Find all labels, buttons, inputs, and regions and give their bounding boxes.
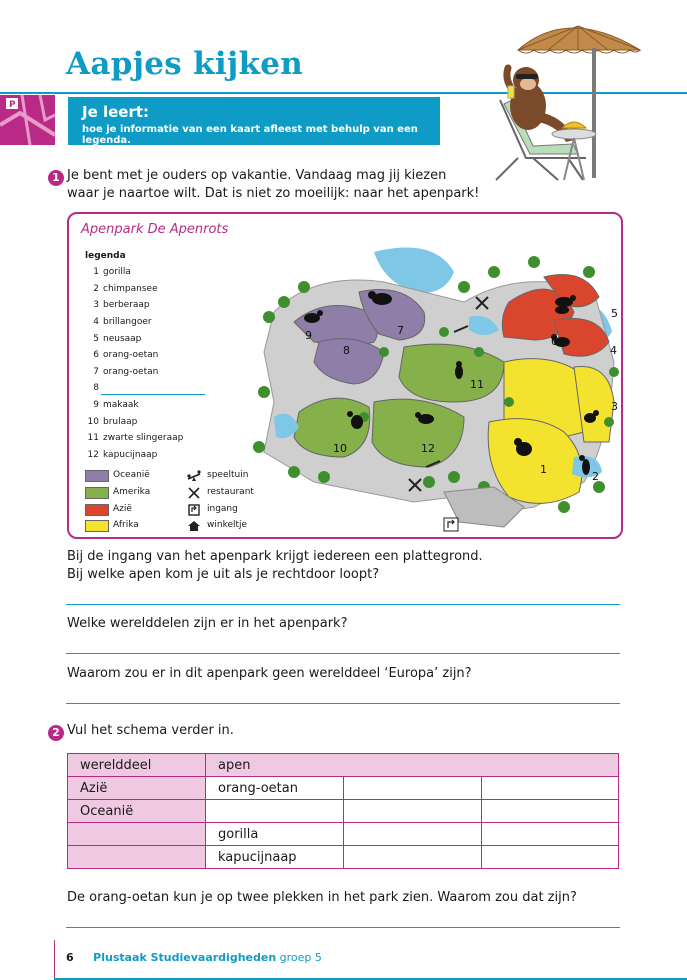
- symbol-label: winkeltje: [207, 520, 248, 530]
- table-cell[interactable]: Azië: [68, 777, 206, 800]
- area-number: 4: [610, 344, 617, 357]
- question-text: Vul het schema verder in.: [67, 723, 234, 738]
- legend-item: 6 orang-oetan: [93, 350, 159, 360]
- area-number: 9: [305, 329, 312, 342]
- table-cell[interactable]: [344, 777, 482, 800]
- learning-goal-heading: Je leert:: [82, 103, 150, 121]
- answer-line[interactable]: [66, 927, 620, 928]
- table-cell[interactable]: [482, 846, 619, 869]
- area-number: 3: [611, 400, 618, 413]
- area-number: 7: [397, 324, 404, 337]
- swatch-label: Afrika: [113, 520, 139, 530]
- legend-item: 2 chimpansee: [93, 284, 158, 294]
- park-map: [204, 242, 619, 537]
- learning-goal-text: hoe je informatie van een kaart afleest met behulp van een legenda.: [82, 124, 418, 146]
- learning-goal-box: [68, 97, 440, 145]
- area-number: 10: [333, 442, 347, 455]
- legend-title: legenda: [85, 251, 126, 261]
- legend-item: 12 kapucijnaap: [87, 450, 158, 460]
- answer-line[interactable]: [66, 604, 620, 605]
- table-cell[interactable]: [482, 823, 619, 846]
- legend-item: 7 orang-oetan: [93, 367, 159, 377]
- area-number: 8: [343, 344, 350, 357]
- monkey-deckchair-illustration: [478, 8, 648, 192]
- question-text: Welke werelddelen zijn er in het apenpark?: [67, 616, 348, 631]
- area-number: 5: [611, 307, 618, 320]
- playground-icon: [187, 470, 201, 482]
- intro-line-2: waar je naartoe wilt. Dat is niet zo moeilijk: naar het apenpark!: [67, 186, 480, 201]
- question-text: De orang-oetan kun je op twee plekken in het park zien. Waarom zou dat zijn?: [67, 890, 577, 905]
- table-cell[interactable]: [344, 823, 482, 846]
- footer-divider: [54, 940, 55, 980]
- question-number-2: 2: [48, 725, 64, 741]
- question-text: Bij de ingang van het apenpark krijgt iedereen een plattegrond.: [67, 549, 483, 564]
- legend-item: 9 makaak: [93, 400, 139, 410]
- group-label: groep 5: [279, 951, 322, 964]
- symbol-label: speeltuin: [207, 470, 249, 480]
- answer-line[interactable]: [66, 703, 620, 704]
- table-row: [68, 823, 619, 846]
- park-map-box: [67, 212, 623, 539]
- legend-item: 8: [93, 383, 99, 393]
- table-cell[interactable]: [344, 846, 482, 869]
- table-cell[interactable]: [68, 823, 206, 846]
- legend-item: 4 brillangoer: [93, 317, 152, 327]
- table-cell[interactable]: [206, 800, 344, 823]
- swatch-label: Amerika: [113, 487, 151, 497]
- swatch-azie: [85, 504, 109, 516]
- table-row: [68, 777, 619, 800]
- table-cell[interactable]: kapucijnaap: [206, 846, 344, 869]
- svg-text:P: P: [9, 100, 16, 110]
- area-number: 2: [592, 470, 599, 483]
- swatch-label: Oceanië: [113, 470, 150, 480]
- answer-line[interactable]: [66, 653, 620, 654]
- schema-table: [67, 753, 619, 869]
- area-number: 1: [540, 463, 547, 476]
- symbol-label: ingang: [207, 504, 238, 514]
- table-cell[interactable]: [482, 800, 619, 823]
- swatch-amerika: [85, 487, 109, 499]
- table-row: [68, 846, 619, 869]
- table-cell[interactable]: [68, 846, 206, 869]
- table-header-row: [68, 754, 619, 777]
- symbol-label: restaurant: [207, 487, 254, 497]
- intro-line-1: Je bent met je ouders op vakantie. Vandaag mag jij kiezen: [67, 168, 447, 183]
- restaurant-icon: [187, 487, 201, 499]
- question-number-1: 1: [48, 170, 64, 186]
- area-number: 11: [470, 378, 484, 391]
- table-cell[interactable]: [482, 777, 619, 800]
- legend-item: 5 neusaap: [93, 334, 142, 344]
- footer: [66, 951, 322, 964]
- table-cell[interactable]: gorilla: [206, 823, 344, 846]
- table-cell[interactable]: Oceanië: [68, 800, 206, 823]
- map-thumbnail-icon: [0, 95, 55, 145]
- swatch-afrika: [85, 520, 109, 532]
- legend-item: 1 gorilla: [93, 267, 131, 277]
- legend-item: 3 berberaap: [93, 300, 150, 310]
- table-header-cell: apen: [206, 754, 619, 777]
- question-text: Waarom zou er in dit apenpark geen werelddeel ‘Europa’ zijn?: [67, 666, 472, 681]
- map-title: Apenpark De Apenrots: [81, 222, 229, 237]
- swatch-label: Azië: [113, 504, 132, 514]
- shop-icon: [187, 520, 201, 532]
- legend-item: 10 brulaap: [87, 417, 138, 427]
- page-number: 6: [66, 951, 74, 964]
- entrance-icon: [187, 504, 201, 516]
- area-number: 6: [551, 335, 558, 348]
- question-text: Bij welke apen kom je uit als je rechtdoor loopt?: [67, 567, 380, 582]
- table-cell[interactable]: [344, 800, 482, 823]
- book-title: Plustaak Studievaardigheden: [93, 951, 277, 964]
- swatch-oceanie: [85, 470, 109, 482]
- legend-item: 11 zwarte slingeraap: [87, 433, 184, 443]
- area-number: 12: [421, 442, 435, 455]
- table-cell[interactable]: orang-oetan: [206, 777, 344, 800]
- legend-blank-line: [101, 394, 205, 395]
- table-row: [68, 800, 619, 823]
- page-title: Aapjes kijken: [66, 46, 304, 82]
- table-header-cell: werelddeel: [68, 754, 206, 777]
